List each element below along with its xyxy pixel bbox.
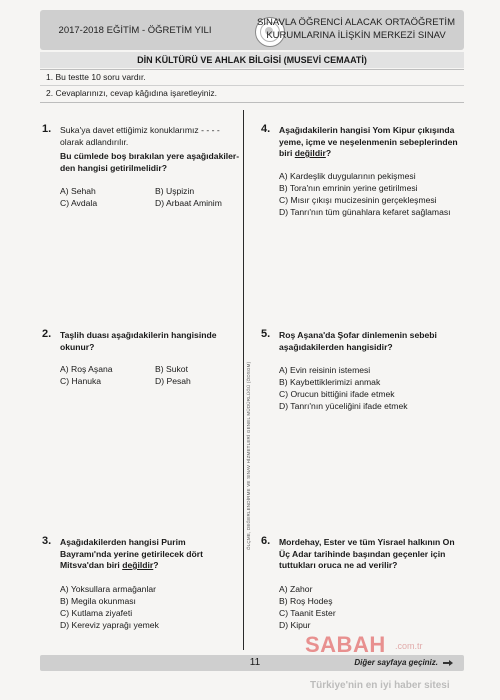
instructions-box xyxy=(40,69,464,103)
answer-option-d[interactable]: D) Tanrı'nın tüm günahlara kefaret sağlaması xyxy=(279,207,451,217)
academic-year: 2017-2018 EĞİTİM - ÖĞRETİM YILI xyxy=(58,24,212,36)
answer-option-a[interactable]: A) Evin reisinin istemesi xyxy=(279,365,371,375)
answer-option-c[interactable]: C) Orucun bittiğini ifade etmek xyxy=(279,389,395,399)
watermark-tagline: Türkiye'nin en iyi haber sitesi xyxy=(310,680,450,691)
question-prompt: Bu cümlede boş bırakılan yere aşağıdakiler- xyxy=(60,151,240,161)
watermark-logo: SABAH xyxy=(305,632,386,657)
page-number: 11 xyxy=(249,657,261,668)
question-number: 3. xyxy=(42,535,52,547)
instruction-2: 2. Cevaplarınızı, cevap kâğıdına işaretleyiniz. xyxy=(46,88,218,98)
answer-option-c[interactable]: C) Hanuka xyxy=(60,376,102,386)
exam-title-line1: SINAVLA ÖĞRENCİ ALACAK ORTAÖĞRETİM xyxy=(257,17,455,28)
watermark-domain: .com.tr xyxy=(395,641,423,651)
answer-option-b[interactable]: B) Roş Hodeş xyxy=(279,596,333,606)
question-number: 6. xyxy=(261,535,271,547)
question-prompt: Aşağıdakilerden hangisi Purim xyxy=(60,537,186,547)
question-prompt: biri değildir? xyxy=(279,148,332,158)
answer-option-c[interactable]: C) Taanit Ester xyxy=(279,608,336,618)
side-text: ÖLÇME, DEĞERLENDİRME VE SINAV HİZMETLERİ GENEL MÜDÜRLÜĞÜ (ÖDSGM) xyxy=(246,361,251,550)
answer-option-b[interactable]: B) Sukot xyxy=(155,364,188,374)
answer-option-c[interactable]: C) Mısır çıkışı mucizesinin gerçekleşmesi xyxy=(279,195,437,205)
question-prompt: Mordehay, Ester ve tüm Yisrael halkının On xyxy=(279,537,455,547)
question-stem: olarak adlandırılır. xyxy=(60,136,129,147)
question-prompt: okunur? xyxy=(60,341,95,352)
question-prompt: Roş Aşana'da Şofar dinlemenin sebebi xyxy=(279,330,437,340)
question-number: 1. xyxy=(42,123,52,135)
answer-option-c[interactable]: C) Kutlama ziyafeti xyxy=(60,608,133,618)
answer-option-a[interactable]: A) Yoksullara armağanlar xyxy=(60,584,157,594)
question-prompt: tuttukları oruca ne ad verilir? xyxy=(279,560,398,570)
subject-title: DİN KÜLTÜRÜ VE AHLAK BİLGİSİ (MUSEVİ CEMAATİ) xyxy=(40,52,464,68)
question-number: 4. xyxy=(261,123,271,135)
next-page-text: Diğer sayfaya geçiniz. xyxy=(354,658,438,667)
answer-option-d[interactable]: D) Arbaat Aminim xyxy=(155,198,222,208)
answer-option-a[interactable]: A) Roş Aşana xyxy=(60,364,113,374)
question-stem: Suka'ya davet ettiğimiz konuklarımız - - - - xyxy=(60,125,220,135)
answer-option-d[interactable]: D) Pesah xyxy=(155,376,191,386)
question-prompt: yeme, içme ve neşelenmenin sebeplerinden xyxy=(279,136,458,147)
answer-option-b[interactable]: B) Tora'nın emrinin yerine getirilmesi xyxy=(279,183,418,193)
question-number: 2. xyxy=(42,328,52,340)
answer-option-b[interactable]: B) Megila okunması xyxy=(60,596,136,606)
exam-title-line2: KURUMLARINA İLİŞKİN MERKEZİ SINAV xyxy=(266,30,446,41)
exam-header xyxy=(40,10,464,50)
question-3 xyxy=(42,537,237,637)
answer-option-a[interactable]: A) Sehah xyxy=(60,186,96,196)
question-prompt: Üç Adar tarihinde başından geçenler için xyxy=(279,548,446,559)
question-2 xyxy=(42,330,237,400)
answer-option-b[interactable]: B) Uşpizin xyxy=(155,186,195,196)
hand-pointer-icon xyxy=(443,659,454,667)
answer-option-d[interactable]: D) Kipur xyxy=(279,620,311,630)
answer-option-c[interactable]: C) Avdala xyxy=(60,198,98,208)
answer-option-d[interactable]: D) Tanrı'nın yüceliğini ifade etmek xyxy=(279,401,408,411)
answer-option-a[interactable]: A) Kardeşlik duygularının pekişmesi xyxy=(279,171,416,181)
question-prompt: den hangisi getirilmelidir? xyxy=(60,162,167,173)
answer-option-b[interactable]: B) Kaybettiklerimizi anmak xyxy=(279,377,381,387)
question-prompt: Taşlih duası aşağıdakilerin hangisinde xyxy=(60,330,217,340)
question-prompt: Mitsva'dan biri değildir? xyxy=(60,560,159,570)
question-prompt: Bayramı'nda yerine getirilecek dört xyxy=(60,548,203,559)
question-prompt: aşağıdakilerden hangisidir? xyxy=(279,341,393,352)
question-6 xyxy=(261,537,471,637)
answer-option-a[interactable]: A) Zahor xyxy=(279,584,313,594)
instruction-1: 1. Bu testte 10 soru vardır. xyxy=(46,72,146,82)
question-4 xyxy=(261,125,471,225)
page-footer xyxy=(40,655,464,671)
question-number: 5. xyxy=(261,328,271,340)
question-prompt: Aşağıdakilerin hangisi Yom Kipur çıkışında xyxy=(279,125,455,135)
exam-title xyxy=(256,16,456,42)
question-5 xyxy=(261,330,471,420)
question-1 xyxy=(42,123,240,215)
answer-option-d[interactable]: D) Kereviz yaprağı yemek xyxy=(60,620,159,630)
